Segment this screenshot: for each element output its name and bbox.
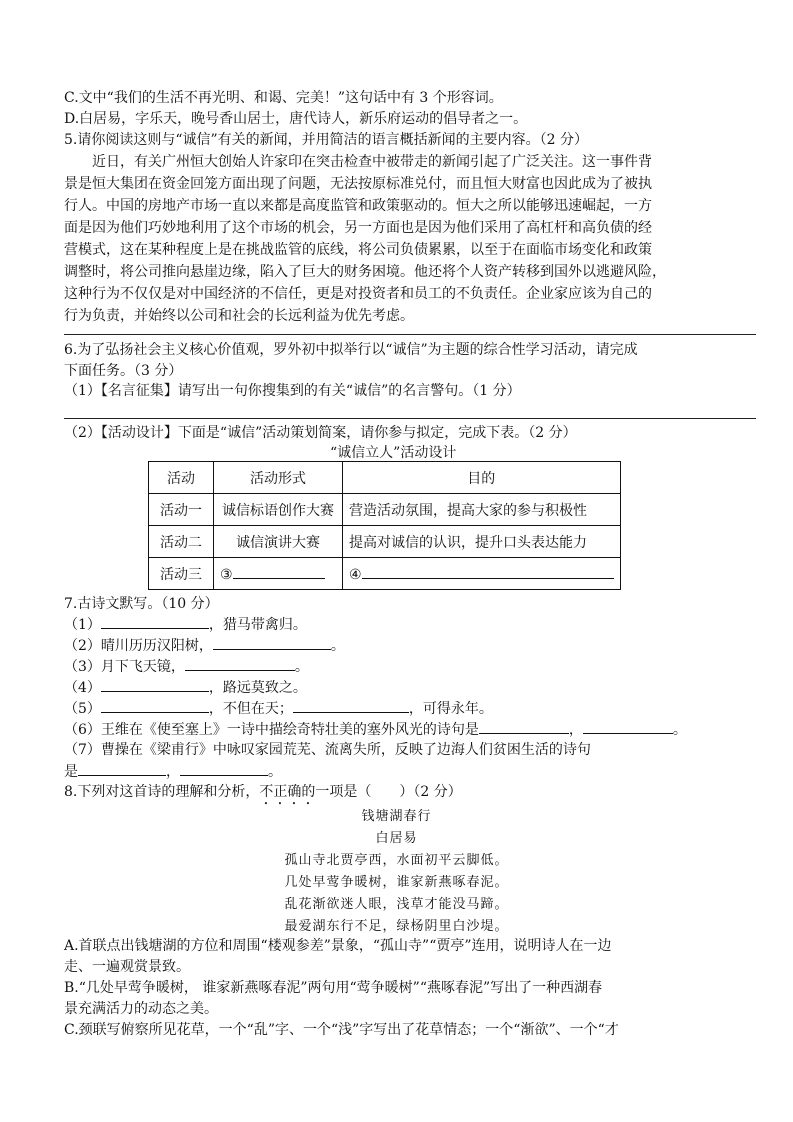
table-header-row — [149, 462, 621, 494]
activity-3-purpose-cell[interactable] — [343, 558, 621, 590]
table-cell: 诚信演讲大赛 — [214, 526, 343, 558]
question-5: 5.请你阅读这则与“诚信”有关的新闻，并用简洁的语言概括新闻的主要内容。（2 分） — [64, 132, 589, 148]
option-a-line: A.首联点出钱塘湖的方位和周围“楼观参差”景象，“孤山寺”“贾亭”连用，说明诗人在一边 — [64, 938, 612, 954]
table-cell: 营造活动氛围，提高大家的参与积极性 — [343, 494, 621, 526]
table-header-cell: 活动 — [149, 462, 214, 494]
fill-blank[interactable] — [101, 677, 209, 692]
option-d-line: D.白居易，字乐天，晚号香山居士，唐代诗人，新乐府运动的倡导者之一。 — [64, 111, 528, 127]
poem-line: 最爱湖东行不足，绿杨阴里白沙堤。 — [284, 919, 509, 934]
news-paragraph-line: 近日，有关广州恒大创始人许家印在突击检查中被带走的新闻引起了广泛关注。这一事件背 — [92, 154, 652, 170]
question-8 — [64, 782, 764, 808]
question-6: 6.为了弘扬社会主义核心价值观，罗外初中拟举行以“诚信”为主题的综合性学习活动，请完成 — [64, 342, 638, 358]
option-c-line: C.颈联写俯察所见花草，一个“乱”字、一个“浅”字写出了花草情态；一个“渐欲”、一个“才 — [64, 1022, 619, 1038]
news-paragraph-line: 这种行为不仅仅是对中国经济的不信任，更是对投资者和员工的不负责任。企业家应该为自己的 — [64, 286, 652, 302]
item-text: 一项是（ ）（2 分） — [315, 784, 462, 800]
news-paragraph-line: 营模式，这在某种程度上是在挑战监管的底线，将公司负债累累，以至于在面临市场变化和政策 — [64, 242, 652, 258]
activity-3-form-cell[interactable] — [214, 558, 343, 590]
option-b-line-cont: 景充满活力的动态之美。 — [64, 1001, 218, 1017]
fill-blank[interactable] — [479, 719, 569, 734]
option-c-line: C.文中“我们的生活不再光明、和谒、完美！”这句话中有 3 个形容词。 — [64, 90, 503, 106]
table-cell: 提高对诚信的认识，提升口头表达能力 — [343, 526, 621, 558]
option-a-line-cont: 走、一遍观赏景致。 — [64, 959, 190, 975]
item-text: 。 — [294, 659, 309, 675]
activity-plan-table — [148, 461, 621, 590]
table-title: “诚信立人”活动设计 — [330, 445, 457, 461]
item-text: 。 — [330, 638, 345, 654]
poem-author: 白居易 — [375, 831, 418, 846]
fill-blank[interactable] — [293, 698, 409, 713]
table-cell: 活动三 — [149, 558, 214, 590]
item-text: 。 — [672, 722, 687, 738]
fill-blank[interactable] — [101, 614, 209, 629]
question-6-1: （1）【名言征集】请写出一句你搜集到的有关“诚信”的名言警句。（1 分） — [64, 383, 521, 399]
question-6-2: （2）【活动设计】下面是“诚信”活动策划简案，请你参与拟定，完成下表。（2 分） — [64, 425, 577, 441]
table-row — [149, 494, 621, 526]
news-paragraph-line: 调整时，将公司推向悬崖边缘，陷入了巨大的财务困境。他还将个人资产转移到国外以逃避风险， — [64, 264, 666, 280]
item-text: ，不但在天； — [208, 701, 293, 717]
answer-line-q6-1[interactable] — [64, 418, 756, 419]
fill-blank[interactable] — [101, 698, 209, 713]
fill-blank[interactable] — [78, 761, 166, 776]
table-cell: 活动二 — [149, 526, 214, 558]
emphasis-text: 不正确的 — [259, 784, 316, 800]
item-text: 是 — [64, 764, 78, 780]
fill-blank[interactable] — [583, 719, 673, 734]
fill-blank[interactable] — [180, 761, 268, 776]
poem-line: 几处早莺争暖树，谁家新燕啄春泥。 — [284, 875, 509, 890]
item-text: 8.下列对这首诗的理解和分析， — [64, 784, 260, 800]
news-paragraph-line: 行人。中国的房地产市场一直以来都是高度监管和政策驱动的。恒大之所以能够迅速崛起，一方 — [64, 198, 652, 214]
item-number: （5） — [64, 701, 101, 717]
poem-line: 乱花渐欲迷人眼，浅草才能没马蹄。 — [284, 897, 509, 912]
blank-marker: ④ — [349, 567, 362, 583]
poem-title: 钱塘湖春行 — [361, 809, 432, 824]
table-cell: 诚信标语创作大赛 — [214, 494, 343, 526]
blank-line[interactable] — [233, 564, 325, 579]
item-text: ，可得永年。 — [408, 701, 493, 717]
question-7-7: （7）曹操在《梁甫行》中咏叹家园荒芜、流离失所，反映了边海人们贫困生活的诗句 — [64, 742, 591, 758]
fill-blank[interactable] — [213, 635, 331, 650]
question-7-6 — [64, 719, 764, 740]
table-header-cell: 活动形式 — [214, 462, 343, 494]
item-text: ， — [166, 764, 180, 780]
item-text: 。 — [268, 764, 282, 780]
question-7-2 — [64, 635, 764, 656]
question-7-4 — [64, 677, 764, 698]
question-7-1 — [64, 614, 764, 635]
question-7: 7.古诗文默写。（10 分） — [64, 596, 219, 612]
item-number: （4） — [64, 680, 101, 696]
news-paragraph-line: 景是恒大集团在资金回笼方面出现了问题，无法按原标准兑付，而且恒大财富也因此成为了被执 — [64, 176, 652, 192]
question-7-7-cont — [64, 761, 764, 782]
question-7-3 — [64, 656, 764, 677]
question-7-5 — [64, 698, 764, 719]
item-text: （2）晴川历历汉阳树， — [64, 638, 213, 654]
poem-line: 孤山寺北贾亭西，水面初平云脚低。 — [284, 853, 509, 868]
blank-line[interactable] — [362, 564, 614, 579]
item-text: ，猎马带禽归。 — [208, 617, 307, 633]
option-b-line: B.“几处早莺争暖树， 谁家新燕啄春泥”两句用“莺争暖树”“燕啄春泥”写出了一种西湖春 — [64, 980, 603, 996]
fill-blank[interactable] — [185, 656, 295, 671]
news-paragraph-line: 面是因为他们巧妙地利用了这个市场的机会，另一方面也是因为他们采用了高杠杆和高负债的经 — [64, 220, 652, 236]
table-header-cell: 目的 — [343, 462, 621, 494]
table-row — [149, 558, 621, 590]
item-number: （1） — [64, 617, 101, 633]
item-text: ，路远莫致之。 — [208, 680, 307, 696]
item-text: （6）王维在《使至塞上》一诗中描绘奇特壮美的塞外风光的诗句是 — [64, 722, 479, 738]
item-text: （3）月下飞天镜， — [64, 659, 185, 675]
news-paragraph-line: 行为负责，并始终以公司和社会的长远利益为优先考虑。 — [64, 308, 414, 324]
item-text: ， — [568, 722, 583, 738]
question-6-cont: 下面任务。（3 分） — [64, 363, 183, 379]
table-cell: 活动一 — [149, 494, 214, 526]
blank-marker: ③ — [220, 567, 233, 583]
table-row — [149, 526, 621, 558]
answer-line-q5[interactable] — [64, 334, 756, 335]
